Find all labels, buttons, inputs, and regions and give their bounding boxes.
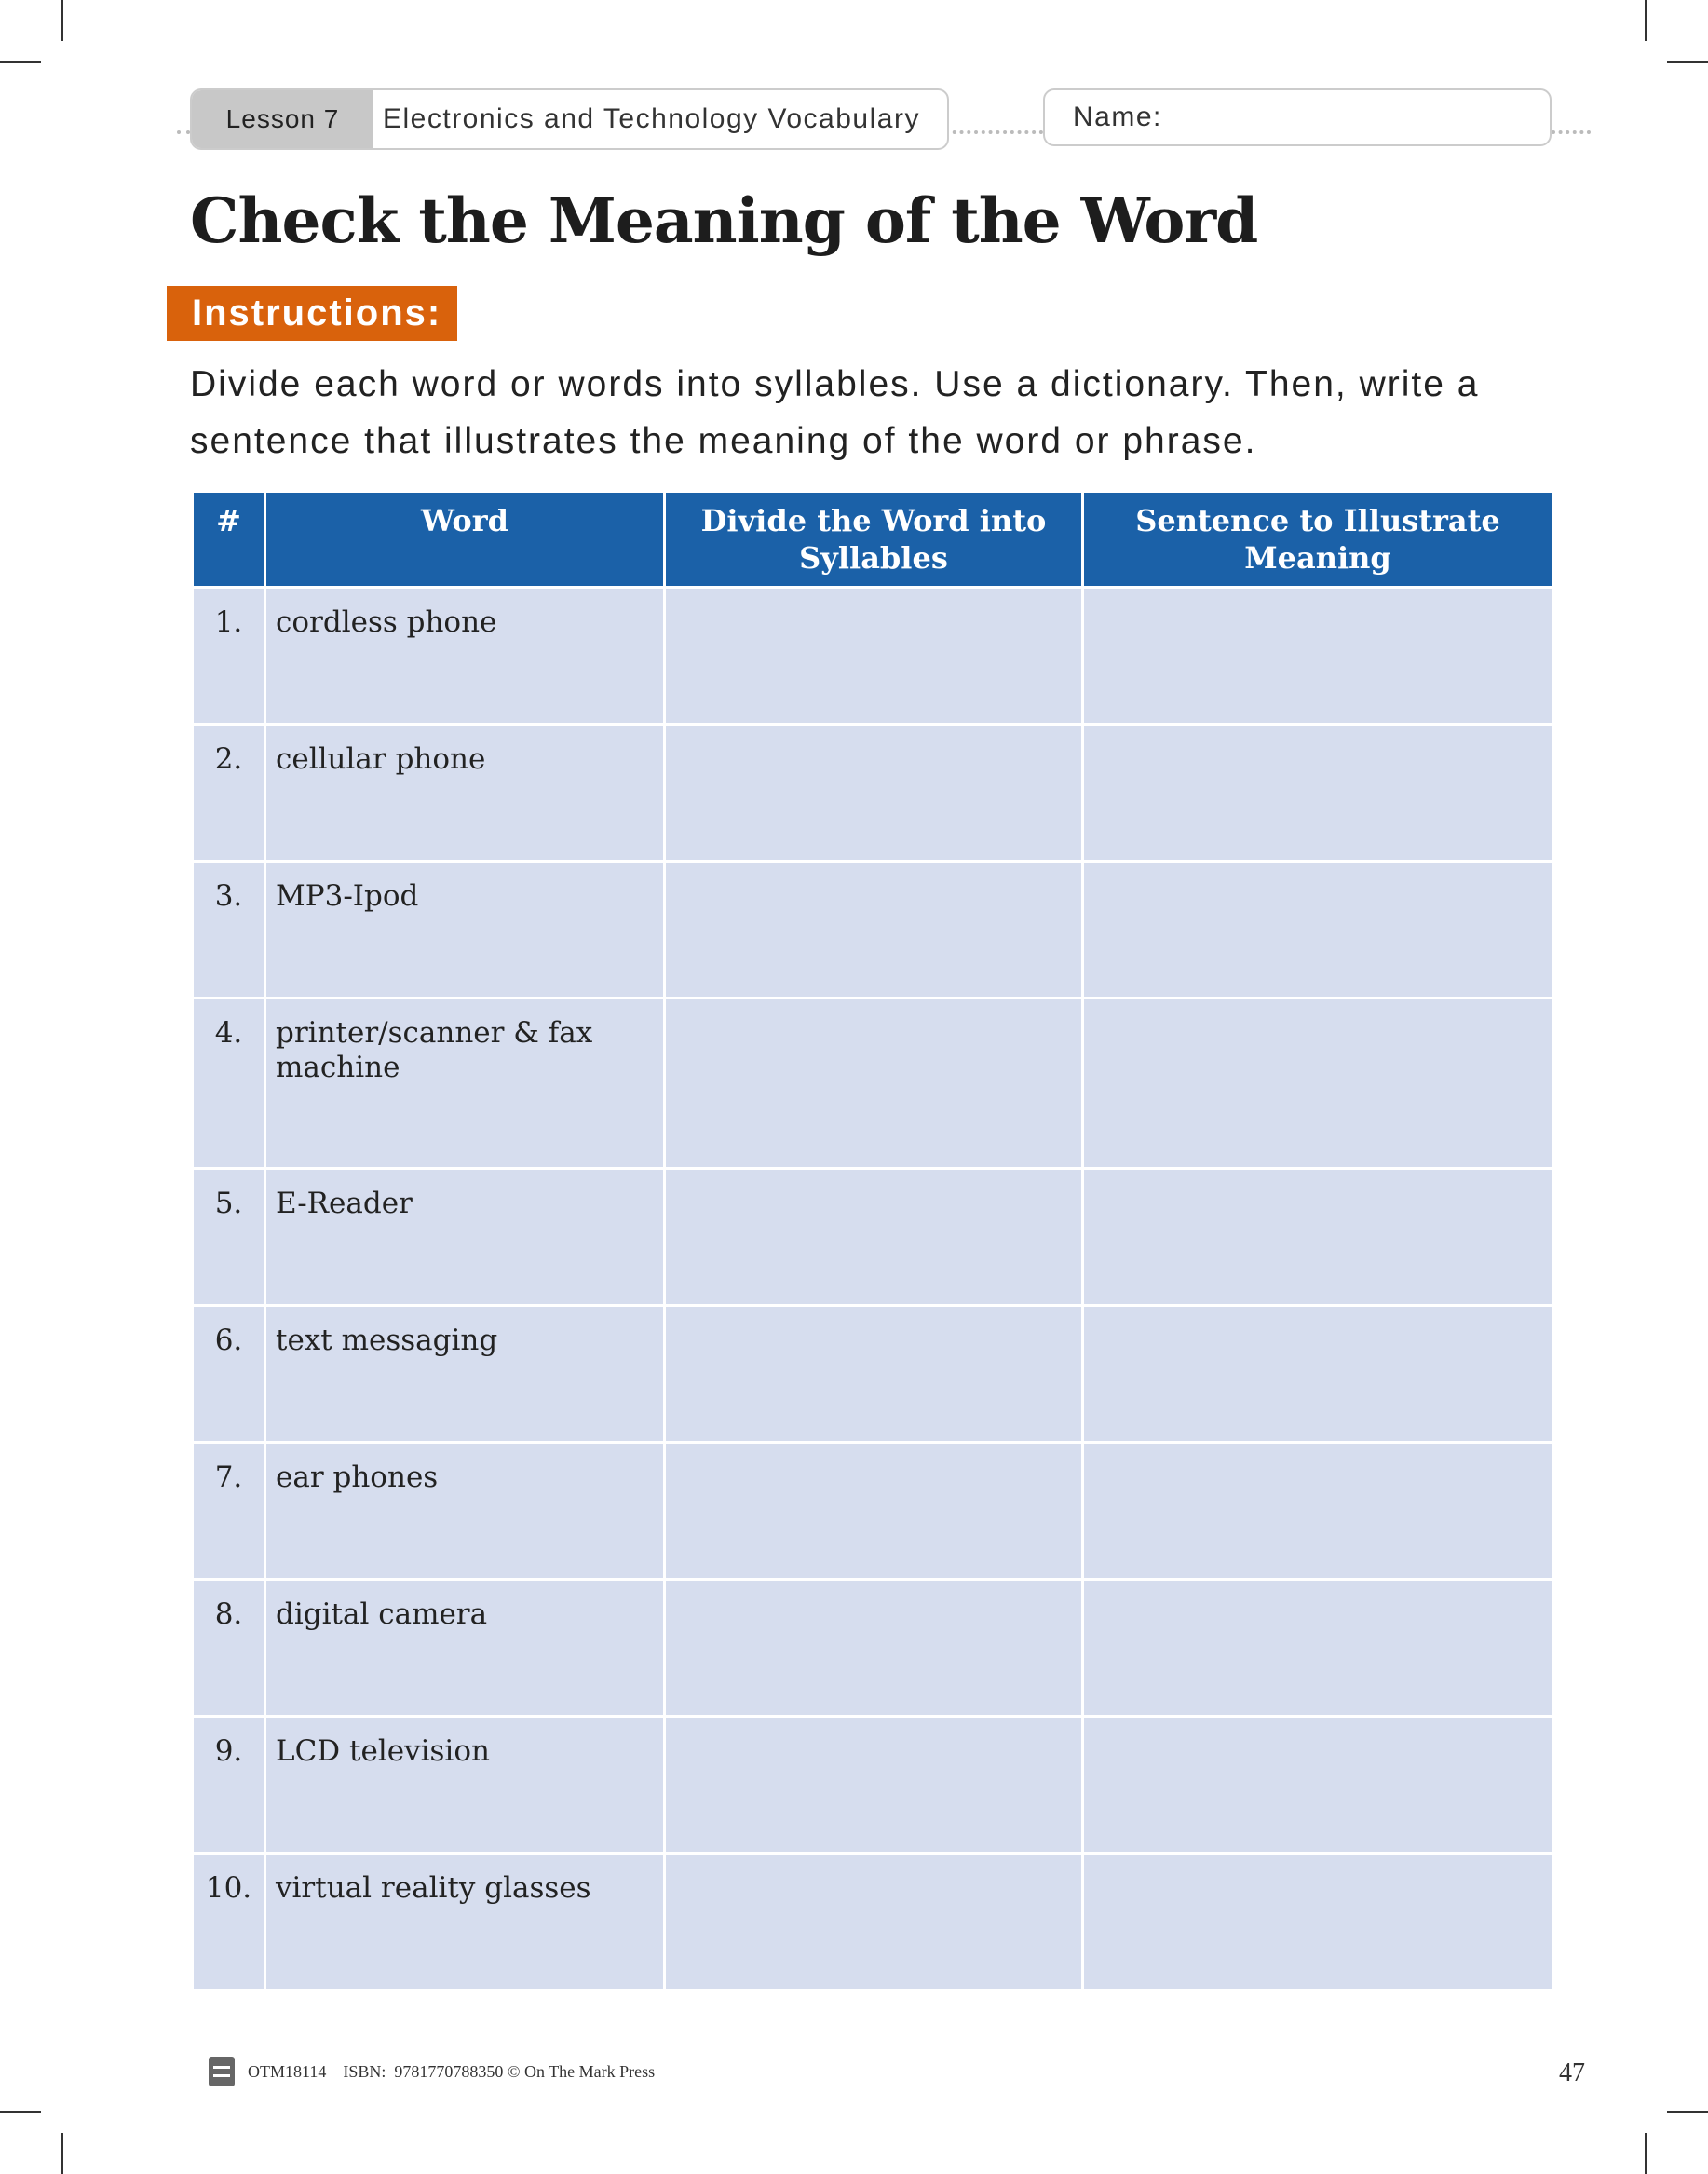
row-number: 10. [193, 1854, 265, 1991]
sentence-answer-cell[interactable] [1083, 1854, 1553, 1991]
table-header-row [193, 492, 1553, 588]
syllables-answer-cell[interactable] [665, 1717, 1083, 1854]
page-number: 47 [1559, 2059, 1585, 2087]
header-dotted-line [945, 130, 1043, 134]
row-number: 9. [193, 1717, 265, 1854]
sentence-answer-cell[interactable] [1083, 1306, 1553, 1443]
table-row [193, 725, 1553, 862]
row-word: text messaging [265, 1306, 665, 1443]
row-number: 7. [193, 1443, 265, 1580]
syllables-answer-cell[interactable] [665, 1854, 1083, 1991]
syllables-answer-cell[interactable] [665, 1306, 1083, 1443]
syllables-answer-cell[interactable] [665, 999, 1083, 1169]
syllables-answer-cell[interactable] [665, 725, 1083, 862]
column-header-sentence: Sentence to Illustrate Meaning [1083, 492, 1553, 588]
vocabulary-table [191, 490, 1554, 1991]
crop-mark [0, 2111, 41, 2113]
name-field[interactable] [1043, 88, 1552, 146]
header-dotted-line [1552, 130, 1591, 134]
table-row [193, 1580, 1553, 1717]
row-number: 3. [193, 862, 265, 999]
sentence-answer-cell[interactable] [1083, 999, 1553, 1169]
row-word: virtual reality glasses [265, 1854, 665, 1991]
crop-mark [61, 0, 63, 41]
publisher-logo-icon [209, 2057, 235, 2086]
syllables-answer-cell[interactable] [665, 588, 1083, 725]
column-header-number: # [193, 492, 265, 588]
row-number: 5. [193, 1169, 265, 1306]
sentence-answer-cell[interactable] [1083, 588, 1553, 725]
instructions-badge: Instructions: [167, 286, 457, 341]
row-word: cellular phone [265, 725, 665, 862]
row-word: E-Reader [265, 1169, 665, 1306]
table-row [193, 1854, 1553, 1991]
footer [209, 2057, 655, 2086]
crop-mark [1645, 2133, 1647, 2174]
sentence-answer-cell[interactable] [1083, 1580, 1553, 1717]
footer-credit: OTM18114 ISBN: 9781770788350 © On The Mark Press [248, 2061, 656, 2081]
row-word: digital camera [265, 1580, 665, 1717]
column-header-word: Word [265, 492, 665, 588]
table-row [193, 1443, 1553, 1580]
table-row [193, 862, 1553, 999]
row-word: MP3-Ipod [265, 862, 665, 999]
column-header-syllables: Divide the Word into Syllables [665, 492, 1083, 588]
name-label: Name: [1073, 102, 1162, 132]
row-word: ear phones [265, 1443, 665, 1580]
table-row [193, 999, 1553, 1169]
crop-mark [61, 2133, 63, 2174]
syllables-answer-cell[interactable] [665, 1169, 1083, 1306]
table-row [193, 1169, 1553, 1306]
sentence-answer-cell[interactable] [1083, 862, 1553, 999]
crop-mark [1645, 0, 1647, 41]
row-number: 1. [193, 588, 265, 725]
table-row [193, 1717, 1553, 1854]
lesson-label: Lesson 7 [192, 90, 373, 148]
sentence-answer-cell[interactable] [1083, 1169, 1553, 1306]
row-number: 6. [193, 1306, 265, 1443]
syllables-answer-cell[interactable] [665, 1580, 1083, 1717]
crop-mark [1667, 2111, 1708, 2113]
row-word: printer/scanner & fax machine [265, 999, 665, 1169]
syllables-answer-cell[interactable] [665, 862, 1083, 999]
row-word: LCD television [265, 1717, 665, 1854]
lesson-title: Electronics and Technology Vocabulary [383, 103, 920, 134]
page-title: Check the Meaning of the Word [190, 184, 1258, 257]
lesson-header [190, 88, 949, 150]
instructions-text: Divide each word or words into syllables. Use a dictionary. Then, write a sentence that illustrates the meaning of the word or phrase. [190, 364, 1480, 461]
syllables-answer-cell[interactable] [665, 1443, 1083, 1580]
row-word: cordless phone [265, 588, 665, 725]
header-dotted-line [177, 130, 190, 134]
table-row [193, 588, 1553, 725]
crop-mark [1667, 61, 1708, 63]
sentence-answer-cell[interactable] [1083, 725, 1553, 862]
sentence-answer-cell[interactable] [1083, 1443, 1553, 1580]
row-number: 8. [193, 1580, 265, 1717]
row-number: 4. [193, 999, 265, 1169]
table-row [193, 1306, 1553, 1443]
row-number: 2. [193, 725, 265, 862]
crop-mark [0, 61, 41, 63]
sentence-answer-cell[interactable] [1083, 1717, 1553, 1854]
